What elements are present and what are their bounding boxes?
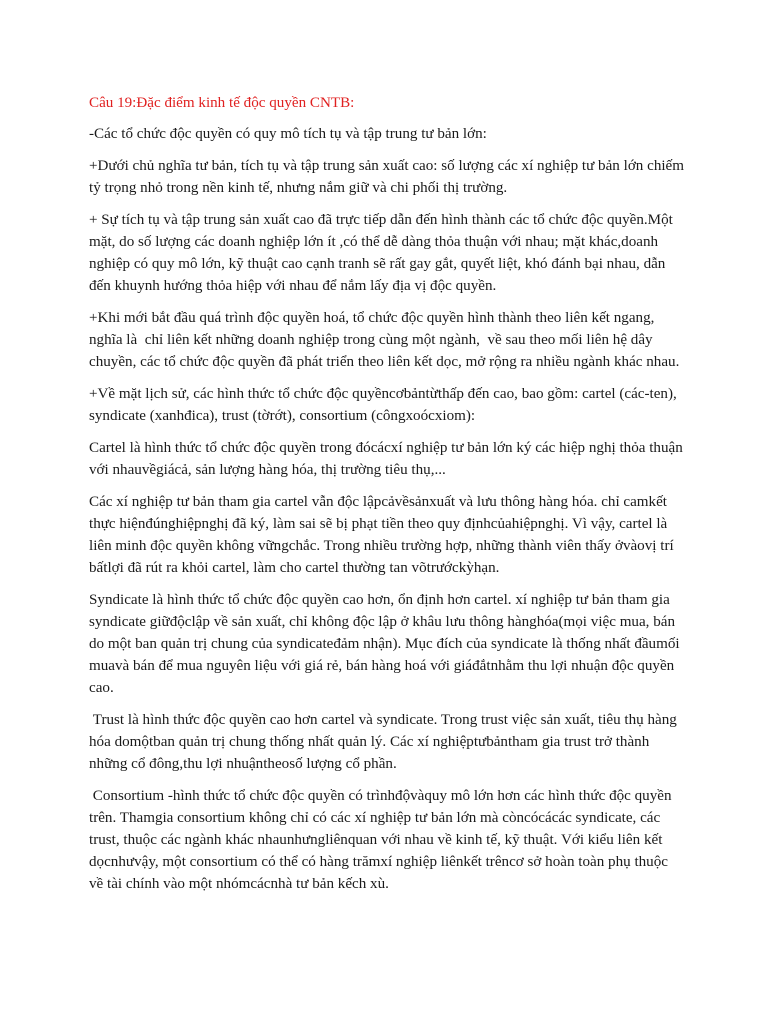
paragraph: Cartel là hình thức tổ chức độc quyền trong đócácxí nghiệp tư bản lớn ký các hiệp nghị thỏa thuận với nhauvềgiácả, sản lượng hàng hóa, thị trường tiêu thụ,... [89,440,687,478]
paragraph: Consortium -hình thức tổ chức độc quyền có trìnhđộvàquy mô lớn hơn các hình thức độc quyền trên. Thamgia consortium không chỉ có các xí nghiệp tư bản lớn mà còncócácác syndicate, các trust, thuộc các ngành khác nhaunhưngliênquan với nhau về kinh tế, kỹ thuật. Với kiểu liên kết dọcnhưvậy, một consortium có thể có hàng trămxí nghiệp liênkết trêncơ sở hoàn toàn phụ thuộc về tài chính vào một nhómcácnhà tư bản kếch xù. [89,788,676,892]
paragraph: +Về mặt lịch sử, các hình thức tổ chức độc quyềncơbảntừthấp đến cao, bao gồm: cartel (các-ten), syndicate (xanhđica), trust (tờrớt), consortium (côngxoócxiom): [89,386,681,424]
paragraph: +Dưới chủ nghĩa tư bản, tích tụ và tập trung sản xuất cao: số lượng các xí nghiệp tư bản lớn chiếm tỷ trọng nhỏ trong nền kinh tế, nhưng nắm giữ và chi phối thị trường. [89,158,688,196]
paragraph: -Các tổ chức độc quyền có quy mô tích tụ và tập trung tư bản lớn: [89,126,487,142]
document-title: Câu 19:Đặc điểm kinh tế độc quyền CNTB: [89,95,355,111]
paragraph: Các xí nghiệp tư bản tham gia cartel vẫn độc lậpcảvềsảnxuất và lưu thông hàng hóa. chỉ camkết thực hiệnđúnghiệpnghị đã ký, làm sai sẽ bị phạt tiền theo quy địnhcủahiệpnghị. Vì vậy, cartel là liên minh độc quyền không vữngchắc. Trong nhiều trường hợp, những thành viên thấy ởvàovị trí bấtlợi đã rút ra khỏi cartel, làm cho cartel thường tan võtrướckỳhạn. [89,494,678,576]
paragraph: Trust là hình thức độc quyền cao hơn cartel và syndicate. Trong trust việc sản xuất, tiêu thụ hàng hóa domộtban quản trị chung thống nhất quản lý. Các xí nghiệptưbảntham gia trust trở thành những cổ đông,thu lợi nhuậntheosố lượng cổ phần. [89,712,681,772]
document-page [89,92,688,905]
paragraph: +Khi mới bắt đầu quá trình độc quyền hoá, tổ chức độc quyền hình thành theo liên kết ngang, nghĩa là chỉ liên kết những doanh nghiệp trong cùng một ngành, về sau theo mối liên hệ dây chuyền, các tổ chức độc quyền đã phát triển theo liên kết dọc, mở rộng ra nhiều ngành khác nhau. [89,310,680,370]
paragraph: + Sự tích tụ và tập trung sản xuất cao đã trực tiếp dẫn đến hình thành các tổ chức độc quyền.Một mặt, do số lượng các doanh nghiệp lớn ít ,có thể dễ dàng thỏa thuận với nhau; mặt khác,doanh nghiệp có quy mô lớn, kỹ thuật cao cạnh tranh sẽ rất gay gắt, quyết liệt, khó đánh bại nhau, dẫn đến khuynh hướng thỏa hiệp với nhau để nắm lấy địa vị độc quyền. [89,212,677,294]
paragraph: Syndicate là hình thức tổ chức độc quyền cao hơn, ổn định hơn cartel. xí nghiệp tư bản tham gia syndicate giữđộclập về sản xuất, chỉ không độc lập ở khâu lưu thông hànghóa(mọi việc mua, bán do một ban quản trị chung của syndicateđảm nhận). Mục đích của syndicate là thống nhất đầumối muavà bán để mua nguyên liệu với giá rẻ, bán hàng hoá với giáđắtnhằm thu lợi nhuận độc quyền cao. [89,592,684,696]
